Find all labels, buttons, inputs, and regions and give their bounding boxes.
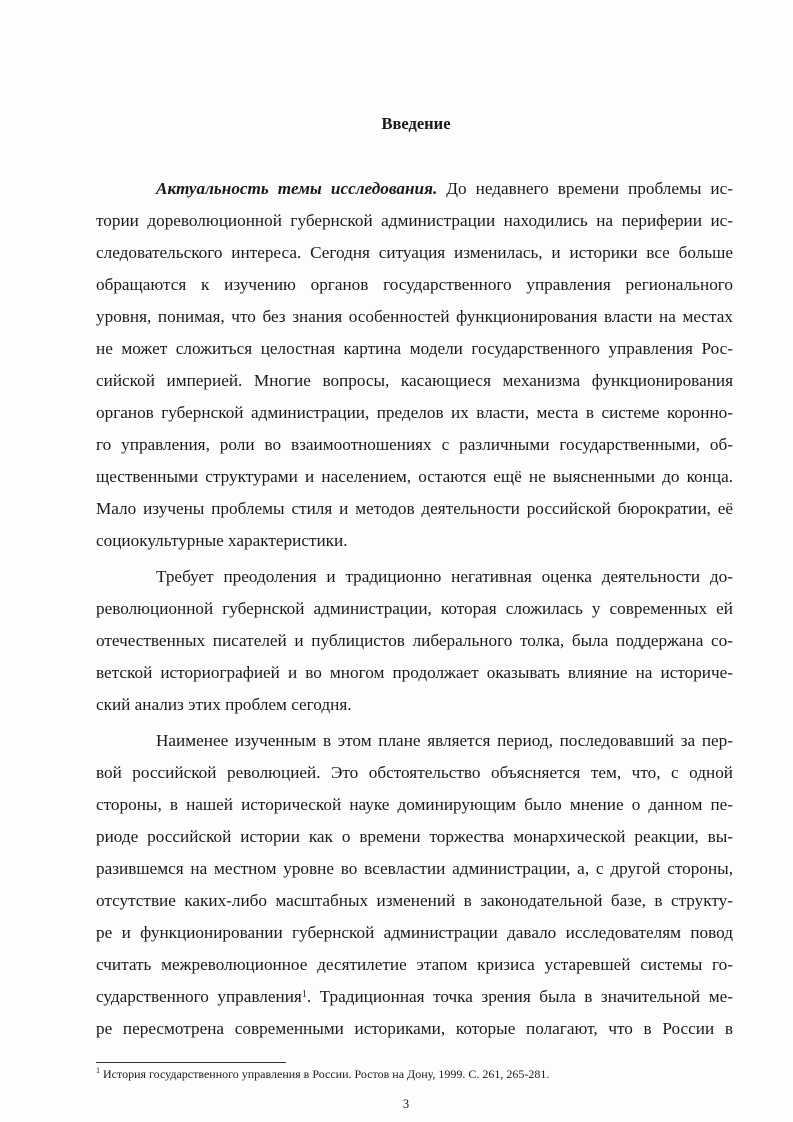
paragraph-1-line: тории дореволюционной губернской администрации находились на периферии ис-	[96, 211, 733, 230]
paragraph-3-line: разившемся на местном уровне во всевластии администрации, а, с другой стороны,	[96, 859, 733, 878]
paragraph-3-line: считать межреволюционное десятилетие этапом кризиса устаревшей системы го-	[96, 955, 733, 974]
paragraph-3-text: сударственного управления	[96, 987, 302, 1006]
paragraph-2-line: отечественных писателей и публицистов либерального толка, была поддержана со-	[96, 631, 733, 650]
paragraph-1-line: Мало изучены проблемы стиля и методов деятельности российской бюрократии, её	[96, 499, 733, 518]
footnote	[96, 1067, 549, 1082]
paragraph-3-line-with-footnote	[96, 985, 733, 1009]
paragraph-3-line: отсутствие каких-либо масштабных изменений в законодательной базе, в структу-	[96, 891, 733, 910]
paragraph-2-line: революционной губернской администрации, которая сложилась у современных ей	[96, 599, 733, 618]
paragraph-1-line: социокультурные характеристики.	[96, 531, 348, 550]
paragraph-2-line: Требует преодоления и традиционно негативная оценка деятельности до-	[156, 567, 733, 586]
paragraph-1-lead: Актуальность темы исследования.	[156, 179, 438, 198]
paragraph-3-text: . Традиционная точка зрения была в значительной ме-	[306, 987, 733, 1006]
paragraph-1-line: следовательского интереса. Сегодня ситуация изменилась, и историки все больше	[96, 243, 733, 262]
paragraph-1-line: сийской империей. Многие вопросы, касающиеся механизма функционирования	[96, 371, 733, 390]
paragraph-1-line-1-rest: До недавнего времени проблемы ис-	[437, 179, 733, 198]
paragraph-3-line: Наименее изученным в этом плане является период, последовавший за пер-	[156, 731, 733, 750]
paragraph-2-line: ветской историографией и во многом продолжает оказывать влияние на историче-	[96, 663, 733, 682]
paragraph-2-line: ский анализ этих проблем сегодня.	[96, 695, 352, 714]
paragraph-3-line: риоде российской истории как о времени торжества монархической реакции, вы-	[96, 827, 733, 846]
footnote-marker: 1	[96, 1066, 100, 1075]
page-number: 3	[402, 1097, 410, 1111]
footnote-text: История государственного управления в России. Ростов на Дону, 1999. С. 261, 265-281.	[100, 1067, 550, 1081]
footnote-divider	[96, 1062, 286, 1063]
paragraph-1-line: органов губернской администрации, пределов их власти, места в системе коронно-	[96, 403, 733, 422]
paragraph-1-line-1	[156, 177, 733, 201]
paragraph-1-line: го управления, роли во взаимоотношениях с различными государственными, об-	[96, 435, 733, 454]
paragraph-3-line: ре и функционировании губернской администрации давало исследователям повод	[96, 923, 733, 942]
paragraph-3-line: ре пересмотрена современными историками, которые полагают, что в России в	[96, 1019, 733, 1038]
paragraph-1-line: уровня, понимая, что без знания особенностей функционирования власти на местах	[96, 307, 733, 326]
paragraph-1-line: не может сложиться целостная картина модели государственного управления Рос-	[96, 339, 733, 358]
paragraph-3-line: вой российской революцией. Это обстоятельство объясняется тем, что, с одной	[96, 763, 733, 782]
paragraph-1-line: обращаются к изучению органов государственного управления регионального	[96, 275, 733, 294]
footnote-reference[interactable]: 1	[301, 989, 307, 1000]
page-title: Введение	[381, 114, 451, 133]
paragraph-3-line: стороны, в нашей исторической науке доминирующим было мнение о данном пе-	[96, 795, 733, 814]
paragraph-1-line: щественными структурами и населением, остаются ещё не выясненными до конца.	[96, 467, 733, 486]
